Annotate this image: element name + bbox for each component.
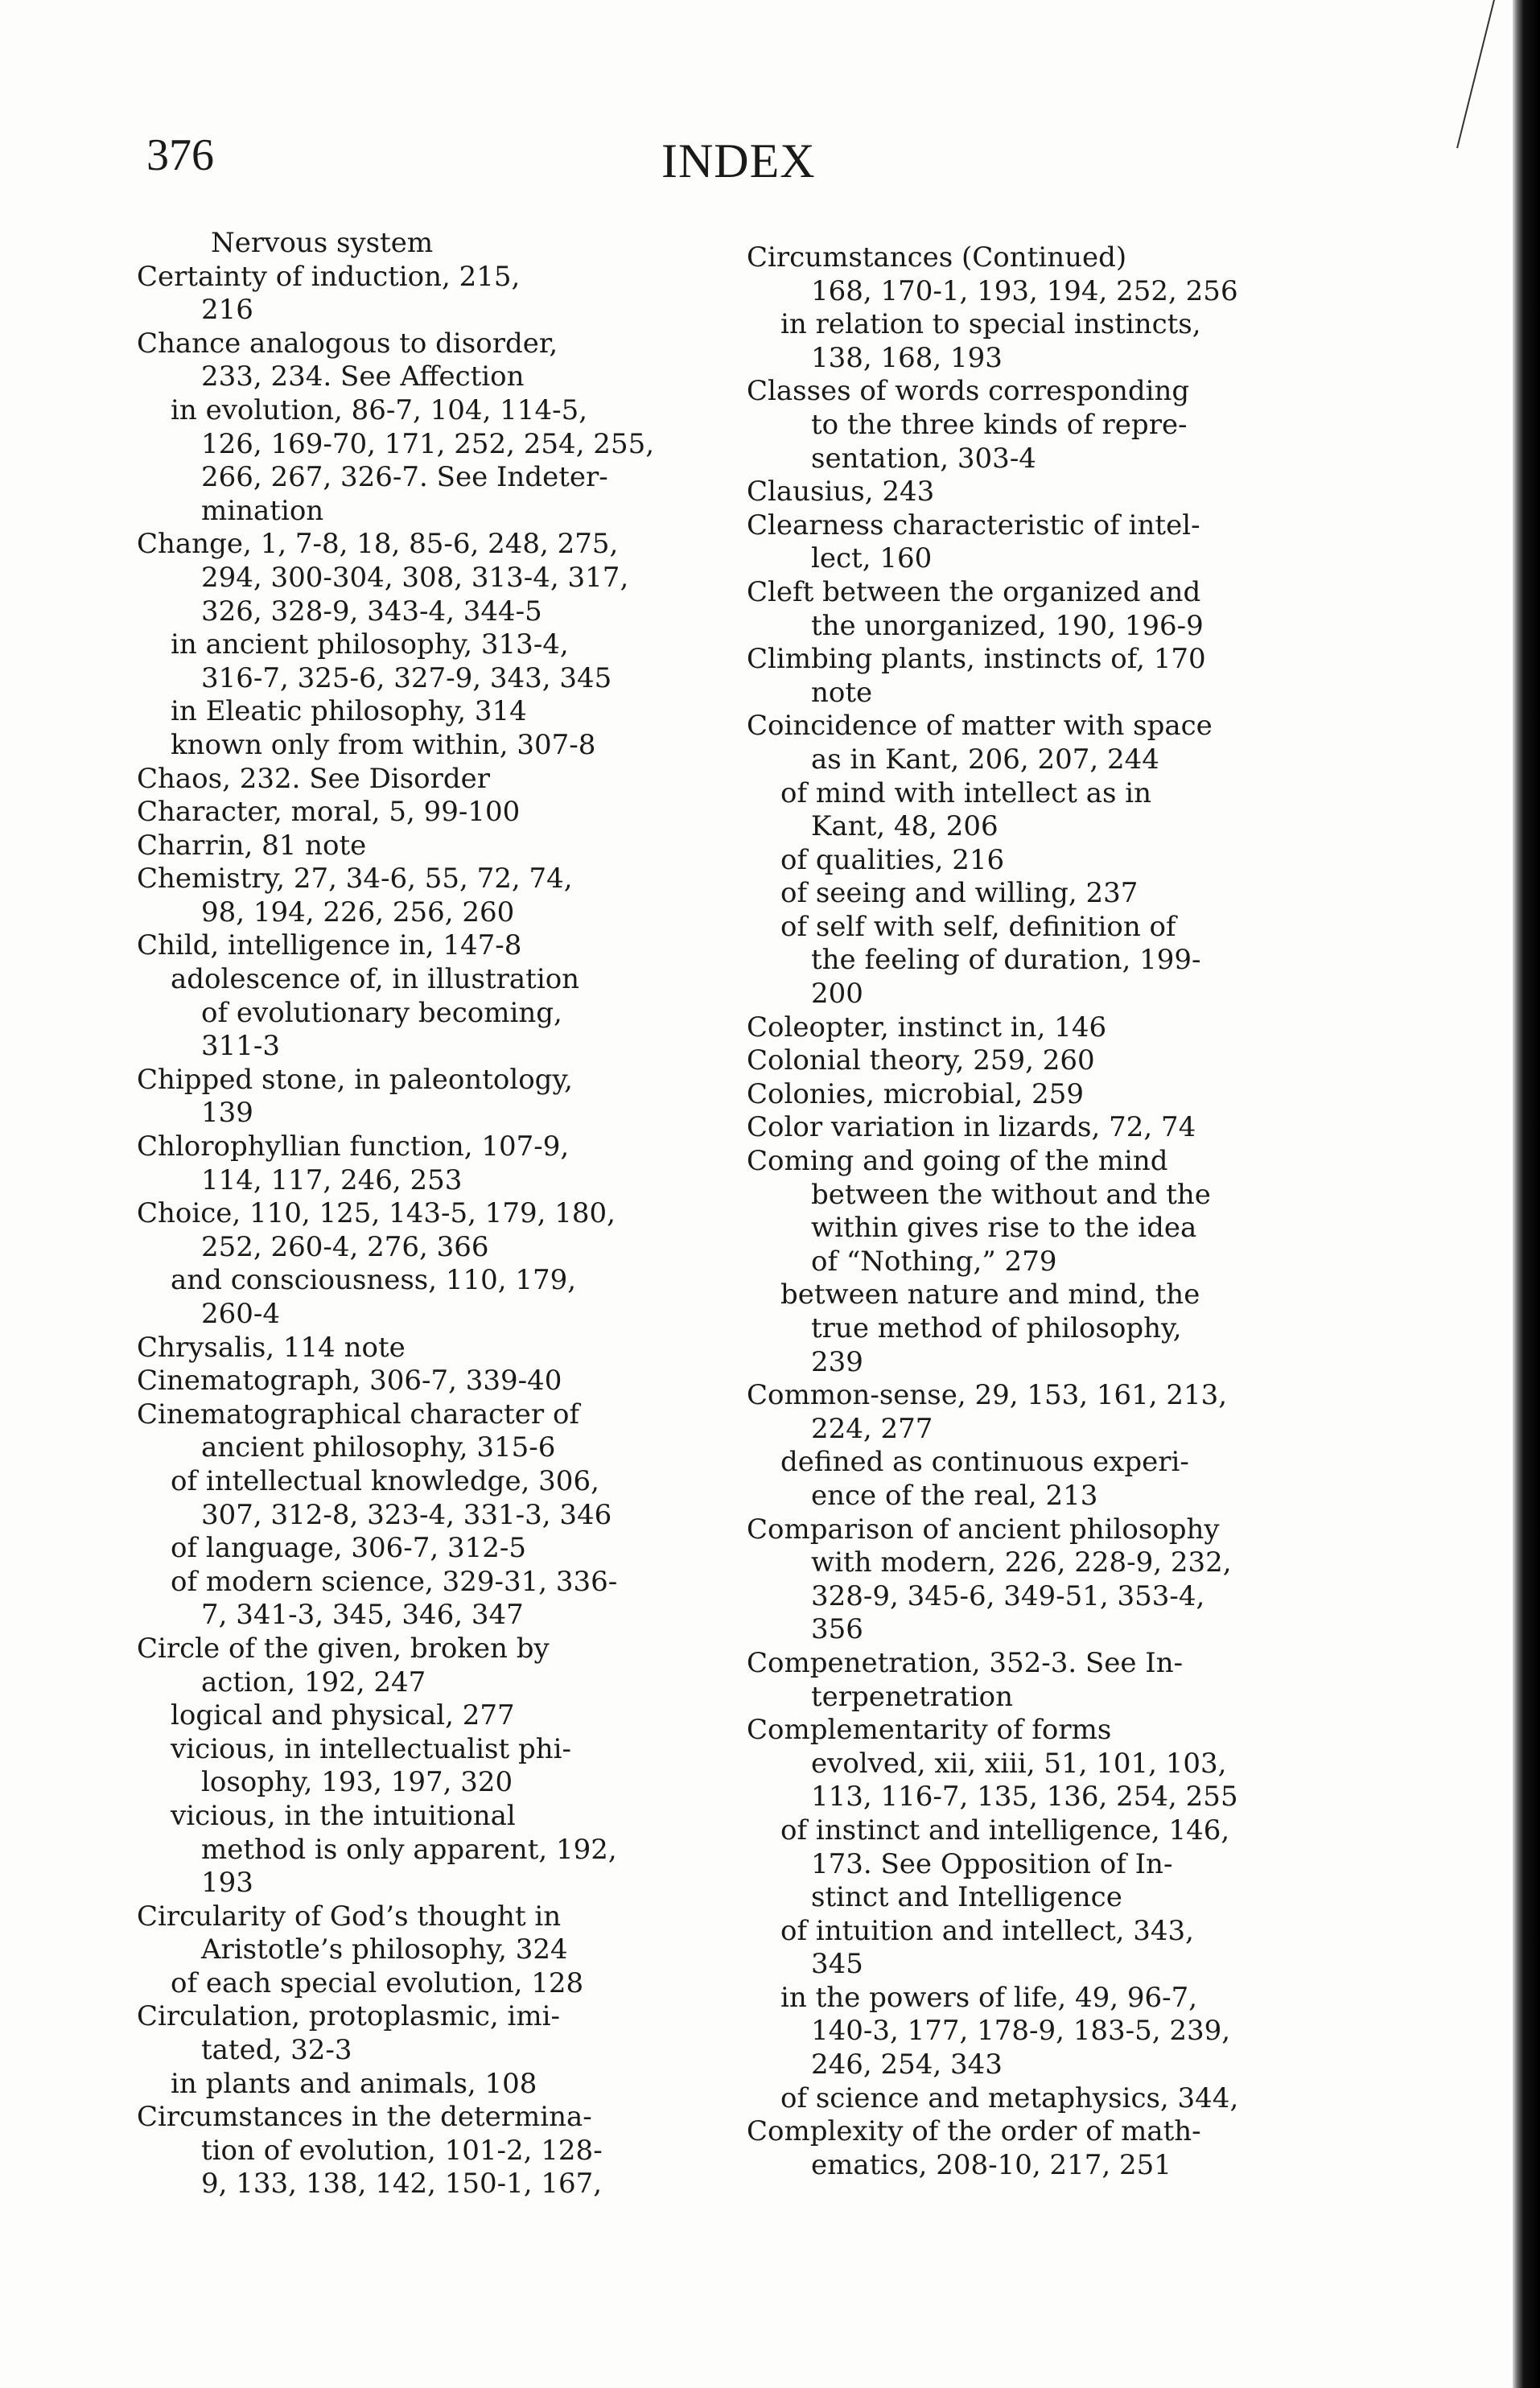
index-line	[747, 1915, 1326, 1949]
index-line	[137, 294, 700, 327]
index-line	[747, 911, 1326, 945]
index-line	[747, 1212, 1326, 1245]
index-line-text: Complexity of the order of math-	[747, 2115, 1201, 2148]
index-line	[747, 944, 1326, 978]
index-line	[137, 1264, 700, 1298]
index-line-text: of instinct and intelligence, 146,	[780, 1814, 1230, 1847]
index-line-text: ancient philosophy, 315-6	[201, 1431, 556, 1464]
index-line	[137, 495, 700, 529]
index-line	[747, 978, 1326, 1011]
index-line-text: Clausius, 243	[747, 476, 935, 508]
index-line-text: 138, 168, 193	[811, 341, 1003, 374]
index-line-text: Circulation, protoplasmic, imi-	[137, 2000, 560, 2033]
index-line	[137, 562, 700, 595]
index-line	[747, 1346, 1326, 1380]
index-line-text: 252, 260-4, 276, 366	[201, 1230, 489, 1263]
index-line-text: vicious, in intellectualist phi-	[171, 1732, 571, 1765]
index-line	[747, 1413, 1326, 1447]
index-line-text: 316-7, 325-6, 327-9, 343, 345	[201, 661, 612, 694]
index-line	[747, 877, 1326, 911]
index-line	[747, 1278, 1326, 1312]
index-line	[137, 1097, 700, 1130]
index-line	[747, 844, 1326, 878]
index-line-text: 173. See Opposition of In-	[811, 1847, 1173, 1880]
index-line	[747, 542, 1326, 576]
index-line	[137, 1933, 700, 1967]
index-line-text: method is only apparent, 192,	[201, 1833, 617, 1866]
index-line	[747, 1681, 1326, 1715]
index-line-text: of modern science, 329-31, 336-	[171, 1565, 618, 1598]
index-line	[137, 428, 700, 462]
index-line-text: lect, 160	[811, 542, 933, 575]
index-line-text: in the powers of life, 49, 96-7,	[780, 1981, 1198, 2014]
index-line	[747, 1446, 1326, 1480]
index-line	[137, 830, 700, 863]
index-line-text: Cinematograph, 306-7, 339-40	[137, 1365, 562, 1398]
index-line-text: tion of evolution, 101-2, 128-	[201, 2134, 603, 2167]
index-line-text: of mind with intellect as in	[780, 776, 1152, 809]
index-line-text: 326, 328-9, 343-4, 344-5	[201, 595, 542, 628]
index-line-text: Classes of words corresponding	[747, 375, 1190, 408]
index-line	[137, 896, 700, 930]
index-line-text: Choice, 110, 125, 143-5, 179, 180,	[137, 1197, 616, 1230]
index-line	[747, 1111, 1326, 1145]
index-line-text: Coleopter, instinct in, 146	[747, 1011, 1107, 1044]
index-line	[137, 1398, 700, 1432]
index-line-text: of seeing and willing, 237	[780, 877, 1139, 910]
index-line	[747, 375, 1326, 409]
index-line-text: between nature and mind, the	[780, 1278, 1200, 1311]
index-line	[747, 576, 1326, 610]
index-line	[137, 1733, 700, 1767]
index-line-text: 260-4	[201, 1298, 281, 1330]
index-line-text: Circumstances in the determina-	[137, 2101, 592, 2134]
index-line-text: Coming and going of the mind	[747, 1145, 1168, 1178]
index-line	[137, 1666, 700, 1700]
index-line-text: losophy, 193, 197, 320	[201, 1766, 513, 1799]
index-line	[747, 1748, 1326, 1781]
index-line-text: 9, 133, 138, 142, 150-1, 167,	[201, 2168, 603, 2201]
index-line	[747, 1982, 1326, 2015]
index-line-text: within gives rise to the idea	[811, 1212, 1197, 1245]
index-line-text: Chlorophyllian function, 107-9,	[137, 1130, 570, 1163]
index-line-text: in relation to special instincts,	[780, 308, 1201, 341]
index-line	[747, 409, 1326, 443]
index-line	[747, 1379, 1326, 1413]
index-line	[747, 777, 1326, 811]
index-line-text: Comparison of ancient philosophy	[747, 1513, 1220, 1546]
running-head: INDEX	[661, 134, 816, 187]
index-line	[137, 2168, 700, 2201]
book-spine-shadow	[1513, 0, 1540, 2388]
index-line-text: Circumstances (Continued)	[747, 241, 1127, 274]
index-line	[137, 1766, 700, 1800]
index-line-text: 7, 341-3, 345, 346, 347	[201, 1599, 524, 1632]
index-line	[747, 2048, 1326, 2082]
index-line-text: ence of the real, 213	[811, 1479, 1098, 1512]
index-line-text: of each special evolution, 128	[171, 1966, 584, 1999]
index-line	[137, 662, 700, 696]
index-line-text: Climbing plants, instincts of, 170	[747, 643, 1206, 676]
index-line	[747, 1078, 1326, 1112]
index-line	[747, 509, 1326, 543]
index-line-text: 140-3, 177, 178-9, 183-5, 239,	[811, 2015, 1231, 2048]
index-line-text: 216	[201, 294, 253, 327]
index-line	[137, 1900, 700, 1934]
index-line-text: Chrysalis, 114 note	[137, 1331, 406, 1364]
index-line	[137, 2068, 700, 2102]
index-line-text: Common-sense, 29, 153, 161, 213,	[747, 1379, 1228, 1412]
index-line-text: in ancient philosophy, 313-4,	[171, 628, 569, 661]
index-line-text: Chaos, 232. See Disorder	[137, 762, 491, 795]
index-line	[747, 1011, 1326, 1045]
index-line-text: Chipped stone, in paleontology,	[137, 1063, 573, 1096]
page-corner-mark	[1456, 0, 1495, 148]
index-line-text: stinct and Intelligence	[811, 1881, 1122, 1914]
index-line-text: to the three kinds of repre-	[811, 408, 1188, 441]
index-line	[747, 1513, 1326, 1547]
index-line-text: with modern, 226, 228-9, 232,	[811, 1546, 1232, 1579]
index-line-text: between the without and the	[811, 1178, 1211, 1211]
index-line-text: of intuition and intellect, 343,	[780, 1914, 1194, 1947]
page-number: 376	[146, 130, 214, 180]
index-line	[137, 1130, 700, 1164]
index-line-text: 356	[811, 1613, 863, 1646]
index-line	[747, 810, 1326, 844]
index-line	[137, 327, 700, 361]
index-column-right	[747, 241, 1326, 2182]
index-line-text: 246, 254, 343	[811, 2048, 1003, 2081]
index-line-text: in Eleatic philosophy, 314	[171, 695, 527, 728]
index-line	[137, 1867, 700, 1900]
index-line-text: Cinematographical character of	[137, 1398, 580, 1431]
index-line	[747, 443, 1326, 476]
index-line-text: Colonial theory, 259, 260	[747, 1044, 1095, 1077]
index-line-text: defined as continuous experi-	[780, 1446, 1189, 1479]
index-line	[747, 342, 1326, 376]
index-line-text: 224, 277	[811, 1412, 933, 1445]
index-line-text: Charrin, 81 note	[137, 829, 367, 862]
index-line-text: Character, moral, 5, 99-100	[137, 796, 521, 829]
index-line	[747, 643, 1326, 677]
index-line-text: of evolutionary becoming,	[201, 996, 562, 1029]
index-line	[137, 2000, 700, 2034]
index-line	[747, 2115, 1326, 2149]
index-line	[137, 863, 700, 896]
index-line-text: 328-9, 345-6, 349-51, 353-4,	[811, 1579, 1205, 1612]
index-line	[747, 1480, 1326, 1513]
index-line	[137, 1465, 700, 1499]
index-line-text: 345	[811, 1948, 863, 1981]
index-line	[747, 1145, 1326, 1179]
index-line-text: Coincidence of matter with space	[747, 710, 1213, 743]
index-line-text: 233, 234. See Affection	[201, 360, 525, 393]
index-line	[747, 2149, 1326, 2183]
index-line-text: Kant, 48, 206	[811, 810, 999, 843]
index-line-text: sentation, 303-4	[811, 442, 1036, 475]
index-line	[137, 1499, 700, 1533]
index-line	[747, 1613, 1326, 1647]
index-line-text: vicious, in the intuitional	[171, 1799, 516, 1832]
index-line	[137, 628, 700, 662]
index-line	[137, 528, 700, 562]
index-line	[137, 2135, 700, 2168]
index-line	[137, 929, 700, 963]
index-line	[137, 1632, 700, 1666]
index-line-text: Color variation in lizards, 72, 74	[747, 1111, 1196, 1144]
index-line-text: 193	[201, 1867, 253, 1900]
index-line	[747, 2015, 1326, 2048]
index-line	[137, 1332, 700, 1365]
index-line	[747, 1312, 1326, 1346]
index-line	[137, 2034, 700, 2068]
index-line-text: Clearness characteristic of intel-	[747, 508, 1200, 541]
index-line-text: action, 192, 247	[201, 1665, 426, 1698]
index-line	[747, 1179, 1326, 1213]
index-line	[137, 763, 700, 797]
index-line-text: logical and physical, 277	[171, 1699, 515, 1732]
index-line-text: of qualities, 216	[780, 843, 1005, 876]
index-line-text: Change, 1, 7-8, 18, 85-6, 248, 275,	[137, 528, 619, 561]
index-line	[747, 1948, 1326, 1982]
index-line	[137, 1197, 700, 1231]
index-line	[137, 360, 700, 394]
index-line	[747, 275, 1326, 309]
index-line-text: 311-3	[201, 1030, 281, 1063]
index-line-text: 139	[201, 1097, 253, 1130]
index-line	[137, 997, 700, 1031]
index-line-text: 114, 117, 246, 253	[201, 1163, 463, 1196]
index-line	[747, 1881, 1326, 1915]
index-line-text: Colonies, microbial, 259	[747, 1077, 1084, 1110]
index-line-text: evolved, xii, xiii, 51, 101, 103,	[811, 1747, 1227, 1780]
index-line-text: Certainty of induction, 215,	[137, 260, 521, 293]
index-line-text: 168, 170-1, 193, 194, 252, 256	[811, 274, 1238, 307]
index-line-text: tated, 32-3	[201, 2034, 352, 2067]
index-line	[747, 1814, 1326, 1848]
index-line-text: 200	[811, 978, 863, 1011]
index-line-text: note	[811, 676, 873, 709]
index-line	[747, 677, 1326, 710]
index-line	[137, 261, 700, 294]
index-line	[747, 1714, 1326, 1748]
index-line	[747, 610, 1326, 644]
index-line	[747, 476, 1326, 509]
index-line	[747, 1245, 1326, 1279]
index-line-text: 266, 267, 326-7. See Indeter-	[201, 461, 608, 494]
index-line-text: as in Kant, 206, 207, 244	[811, 743, 1159, 776]
index-line	[137, 1431, 700, 1465]
index-line	[137, 1699, 700, 1733]
index-line-text: Complementarity of forms	[747, 1714, 1112, 1747]
index-line	[747, 308, 1326, 342]
index-line	[747, 1580, 1326, 1614]
index-line	[137, 1532, 700, 1566]
index-line	[747, 710, 1326, 743]
index-line-text: 126, 169-70, 171, 252, 254, 255,	[201, 427, 655, 460]
index-line-text: in plants and animals, 108	[171, 2067, 537, 2100]
index-line	[137, 1599, 700, 1632]
index-line	[747, 1044, 1326, 1078]
index-line-text: of language, 306-7, 312-5	[171, 1532, 526, 1565]
index-line-text: known only from within, 307-8	[171, 728, 596, 761]
index-line	[137, 695, 700, 729]
index-line-text: Circularity of God’s thought in	[137, 1900, 562, 1933]
index-line	[137, 1298, 700, 1332]
index-line	[747, 1848, 1326, 1882]
index-line	[137, 1800, 700, 1834]
index-line-text: the unorganized, 190, 196-9	[811, 609, 1204, 642]
index-line-text: Cleft between the organized and	[747, 575, 1201, 608]
index-line	[137, 394, 700, 428]
index-line	[137, 227, 700, 261]
index-line	[137, 1834, 700, 1867]
index-line-text: 307, 312-8, 323-4, 331-3, 346	[201, 1498, 612, 1531]
index-line	[137, 2101, 700, 2135]
index-line-text: 113, 116-7, 135, 136, 254, 255	[811, 1781, 1238, 1814]
index-line-text: adolescence of, in illustration	[171, 963, 580, 996]
index-line	[137, 595, 700, 629]
index-line	[747, 743, 1326, 777]
index-line-text: of intellectual knowledge, 306,	[171, 1464, 599, 1497]
index-line-text: in evolution, 86-7, 104, 114-5,	[171, 393, 588, 426]
index-line-text: and consciousness, 110, 179,	[171, 1264, 577, 1297]
index-line	[747, 241, 1326, 275]
index-line-text: of self with self, definition of	[780, 910, 1176, 943]
index-line-text: 294, 300-304, 308, 313-4, 317,	[201, 561, 629, 594]
index-line-text: 239	[811, 1345, 863, 1378]
index-line	[747, 1781, 1326, 1814]
index-line	[137, 1365, 700, 1398]
index-column-left	[137, 227, 700, 2201]
index-line-text: 98, 194, 226, 256, 260	[201, 896, 515, 928]
index-line	[137, 1231, 700, 1265]
index-line-text: mination	[201, 494, 324, 527]
index-line-text: Aristotle’s philosophy, 324	[201, 1933, 568, 1966]
index-line	[137, 1566, 700, 1600]
index-line	[137, 1967, 700, 2001]
index-line-text: Compenetration, 352-3. See In-	[747, 1646, 1184, 1679]
index-line-text: terpenetration	[811, 1680, 1014, 1713]
index-line-text: the feeling of duration, 199-	[811, 944, 1201, 977]
index-line	[747, 1546, 1326, 1580]
index-line	[137, 796, 700, 830]
index-line-text: of science and metaphysics, 344,	[780, 2081, 1239, 2114]
index-line-text: Circle of the given, broken by	[137, 1632, 550, 1665]
index-line	[137, 963, 700, 997]
index-line-text: Chemistry, 27, 34-6, 55, 72, 74,	[137, 863, 573, 896]
index-line	[747, 2082, 1326, 2116]
index-line	[137, 1030, 700, 1064]
index-line-text: true method of philosophy,	[811, 1312, 1182, 1344]
index-line-text: Nervous system	[211, 227, 434, 259]
index-line	[137, 461, 700, 495]
index-line-text: ematics, 208-10, 217, 251	[811, 2148, 1171, 2181]
index-line-text: Chance analogous to disorder,	[137, 327, 558, 360]
index-line	[137, 1064, 700, 1097]
index-line	[747, 1647, 1326, 1681]
index-line-text: Child, intelligence in, 147-8	[137, 929, 522, 962]
index-line	[137, 1164, 700, 1198]
index-line	[137, 729, 700, 763]
index-line-text: of “Nothing,” 279	[811, 1245, 1057, 1278]
